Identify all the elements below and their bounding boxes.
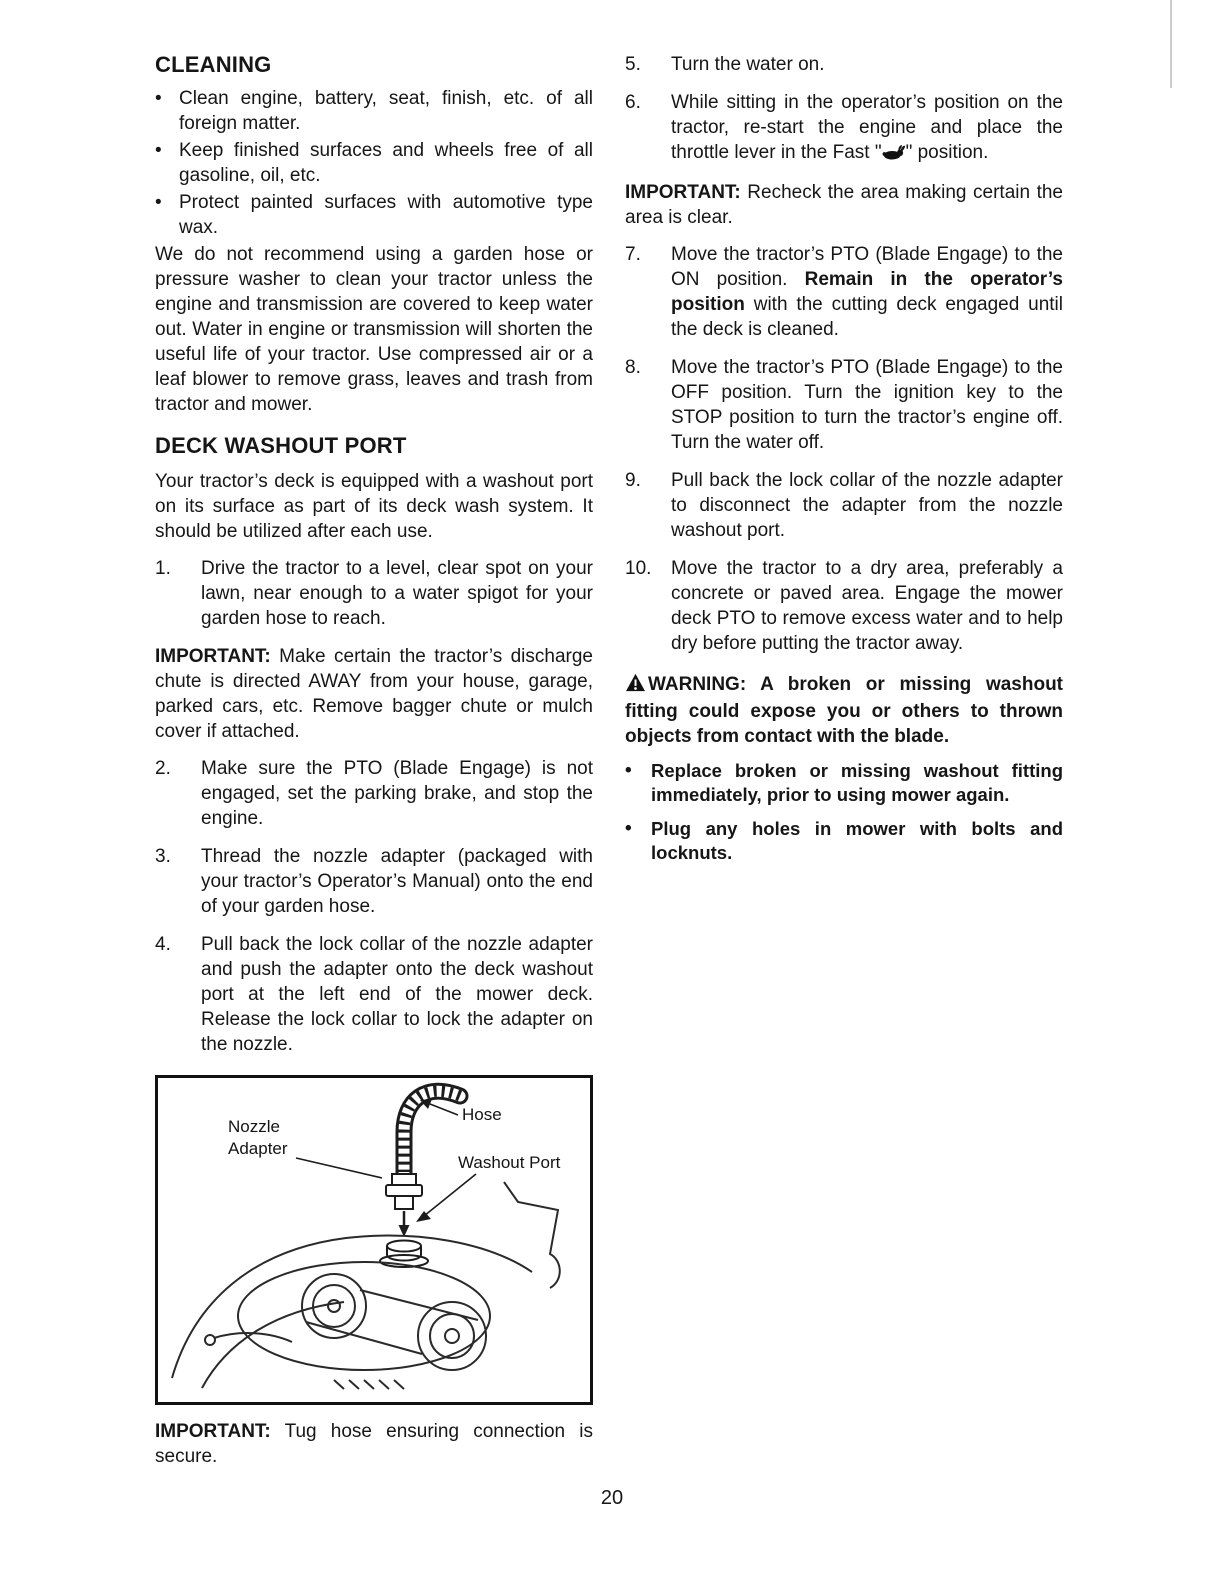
cleaning-bullet-2 xyxy=(155,138,593,188)
step-10 xyxy=(625,556,1063,656)
cleaning-bullet-1 xyxy=(155,86,593,136)
step-2 xyxy=(155,756,593,831)
important-note-chute xyxy=(155,644,593,744)
step-6 xyxy=(625,90,1063,167)
step-number: 9. xyxy=(625,470,641,491)
step-text-post: " position. xyxy=(905,142,989,163)
step-3 xyxy=(155,844,593,919)
hose-drawing xyxy=(404,1091,460,1172)
cleaning-bullet-3 xyxy=(155,190,593,240)
step-text xyxy=(671,242,1063,342)
bullet-text: • Clean engine, battery, seat, finish, etc. of all foreign matter. xyxy=(179,88,593,134)
step-number: 10. xyxy=(625,558,652,579)
two-column-layout xyxy=(155,52,1066,1481)
step-text-pre: While sitting in the operator’s position on the tractor, re-start the engine and place the throttle lever in the Fast " xyxy=(671,92,1063,163)
step-number: 3. xyxy=(155,846,171,867)
scan-artifact-line xyxy=(1170,0,1172,88)
important-label: IMPORTANT: xyxy=(625,182,741,203)
bullet-text: • Protect painted surfaces with automotive type wax. xyxy=(179,192,593,238)
left-column xyxy=(155,52,593,1481)
warning-triangle-icon xyxy=(625,673,646,699)
page-number: 20 xyxy=(600,1487,624,1509)
down-arrow xyxy=(399,1211,410,1237)
warning-bullet-text: • Plug any holes in mower with bolts and locknuts. xyxy=(651,818,1063,863)
step-text-bold: Remain in the operator’s position xyxy=(671,269,1063,315)
label-washout-port: Washout Port xyxy=(458,1153,561,1172)
step-number: 6. xyxy=(625,92,641,113)
step-text-post: with the cutting deck engaged until the deck is cleaned. xyxy=(671,294,1063,340)
warning-text: A broken or missing washout fitting could expose you or others to thrown objects from contact with the blade. xyxy=(625,674,1063,747)
warning-bullet-text: • Replace broken or missing washout fitting immediately, prior to using mower again. xyxy=(651,760,1063,805)
warning-heading xyxy=(625,672,1063,749)
section-heading-cleaning: CLEANING xyxy=(155,52,272,77)
step-text: Drive the tractor to a level, clear spot on your lawn, near enough to a water spigot for your garden hose to reach. xyxy=(201,558,593,629)
important-label: IMPORTANT: xyxy=(155,646,271,667)
important-note-recheck xyxy=(625,180,1063,230)
step-4 xyxy=(155,932,593,1057)
fast-rabbit-icon xyxy=(882,142,906,167)
leader-line-hose xyxy=(430,1104,458,1115)
step-number: 2. xyxy=(155,758,171,779)
step-text xyxy=(671,90,1063,167)
warning-bullet-2 xyxy=(625,817,1063,865)
label-hose: Hose xyxy=(462,1105,502,1124)
step-text-pre: Move the tractor’s PTO (Blade Engage) to the ON position. xyxy=(671,244,1063,290)
step-number: 1. xyxy=(155,558,171,579)
step-text: Pull back the lock collar of the nozzle adapter and push the adapter onto the deck washout port at the left end of the mower deck. Release the lock collar to lock the adapter on the nozzle. xyxy=(201,934,593,1055)
bullet-text: • Keep finished surfaces and wheels free of all gasoline, oil, etc. xyxy=(179,140,593,186)
mower-deck-drawing xyxy=(172,1182,560,1389)
cleaning-paragraph: We do not recommend using a garden hose or pressure washer to clean your tractor unless the engine and transmission are covered to keep water out. Water in engine or transmission will shorten the useful life of your tractor. Use compressed air or a leaf blower to remove grass, leaves and trash from tractor and mower. xyxy=(155,244,593,415)
step-text: Move the tractor’s PTO (Blade Engage) to the OFF position. Turn the ignition key to the STOP position to turn the tractor’s engine off. Turn the water off. xyxy=(671,357,1063,453)
important-label: IMPORTANT: xyxy=(155,1421,271,1442)
warning-block xyxy=(625,672,1063,865)
nozzle-adapter-drawing xyxy=(386,1174,422,1209)
step-text: Make sure the PTO (Blade Engage) is not engaged, set the parking brake, and stop the engine. xyxy=(201,758,593,829)
important-note-tug xyxy=(155,1419,593,1469)
step-text: Turn the water on. xyxy=(671,54,825,75)
section-heading-deck-washout: DECK WASHOUT PORT xyxy=(155,433,407,458)
step-number: 4. xyxy=(155,934,171,955)
leader-line-washout-port xyxy=(424,1174,476,1216)
step-number: 5. xyxy=(625,54,641,75)
warning-label: WARNING: xyxy=(648,674,747,695)
step-number: 8. xyxy=(625,357,641,378)
step-5 xyxy=(625,52,1063,77)
washout-intro: Your tractor’s deck is equipped with a washout port on its surface as part of its deck wash system. It should be utilized after each use. xyxy=(155,471,593,542)
important-text: Tug hose ensuring connection is secure. xyxy=(155,1421,593,1467)
deck-illustration xyxy=(158,1078,590,1402)
important-text: Make certain the tractor’s discharge chute is directed AWAY from your house, garage, parked cars, etc. Remove bagger chute or mulch cover if attached. xyxy=(155,646,593,742)
step-7 xyxy=(625,242,1063,342)
leader-line-adapter xyxy=(296,1158,382,1178)
important-text: Recheck the area making certain the area is clear. xyxy=(625,182,1063,228)
step-9 xyxy=(625,468,1063,543)
label-adapter: Adapter xyxy=(228,1139,288,1158)
step-number: 7. xyxy=(625,244,641,265)
step-text: Pull back the lock collar of the nozzle adapter to disconnect the adapter from the nozzle washout port. xyxy=(671,470,1063,541)
right-column xyxy=(625,52,1063,1481)
step-text: Move the tractor to a dry area, preferably a concrete or paved area. Engage the mower deck PTO to remove excess water and to help dry before putting the tractor away. xyxy=(671,558,1063,654)
label-nozzle: Nozzle xyxy=(228,1117,280,1136)
step-text: Thread the nozzle adapter (packaged with your tractor’s Operator’s Manual) onto the end of your garden hose. xyxy=(201,846,593,917)
step-8 xyxy=(625,355,1063,455)
step-1 xyxy=(155,556,593,631)
washout-port-figure xyxy=(155,1075,593,1405)
warning-bullet-1 xyxy=(625,759,1063,807)
